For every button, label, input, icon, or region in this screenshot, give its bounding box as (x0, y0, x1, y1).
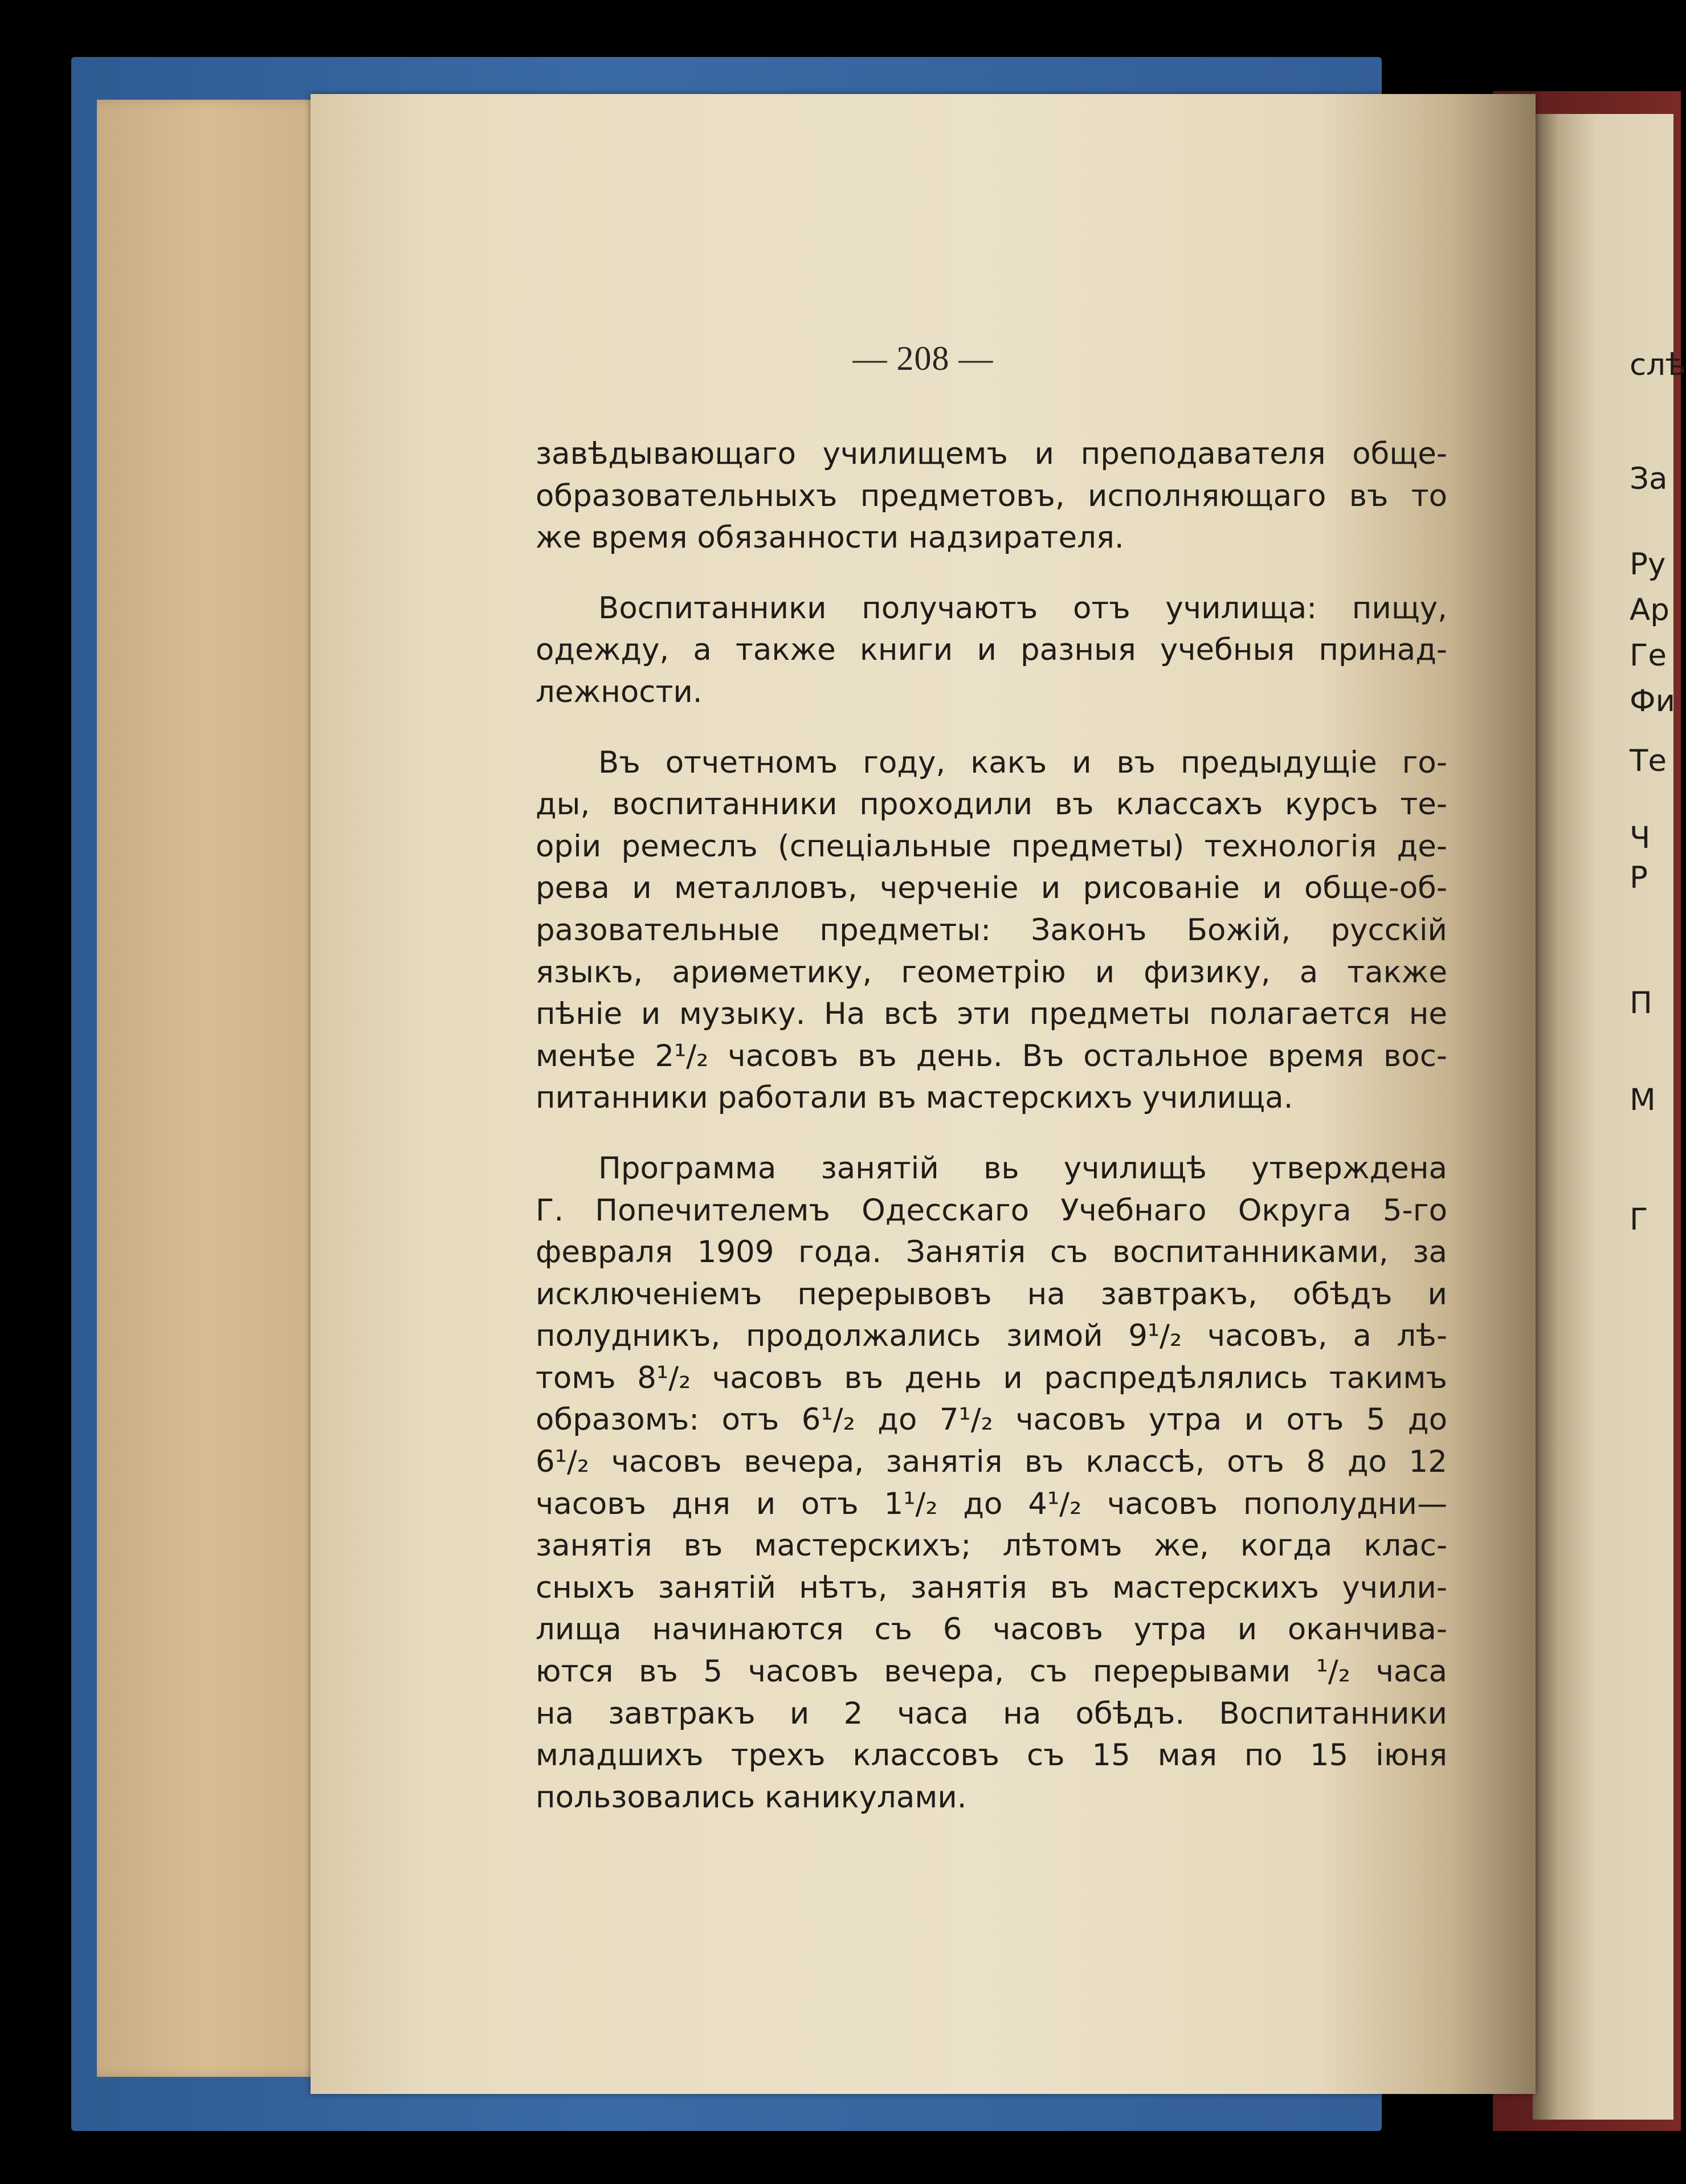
text-line: ды, воспитанники проходили въ классахъ курсъ те- (536, 787, 1447, 822)
text-line: рева и металловъ, черченіе и рисованіе и обще-об- (536, 871, 1447, 906)
text-line: одежду, а также книги и разныя учебныя принад- (536, 632, 1447, 668)
facing-page-fragment: За (1630, 462, 1668, 496)
facing-page-fragment: слѣ (1630, 348, 1686, 382)
text-line: февраля 1909 года. Занятія съ воспитанниками, за (536, 1235, 1447, 1270)
text-line: образовательныхъ предметовъ, исполняющаго въ то (536, 478, 1447, 513)
facing-page-fragment: М (1630, 1083, 1656, 1117)
page-edges (97, 100, 336, 2077)
text-line: питанники работали въ мастерскихъ училища. (536, 1080, 1293, 1116)
text-line: пѣніе и музыку. На всѣ эти предметы полагается не (536, 997, 1447, 1032)
text-line: Программа занятій вь училищѣ утверждена (598, 1150, 1447, 1186)
facing-page-fragment: Ге (1630, 638, 1667, 673)
text-line: лища начинаются съ 6 часовъ утра и оканчива- (536, 1612, 1447, 1647)
text-line: Въ отчетномъ году, какъ и въ предыдущіе го- (598, 745, 1447, 780)
page-body-text (536, 433, 1447, 1847)
facing-page-fragment: Те (1630, 744, 1667, 778)
text-line: часовъ дня и отъ 1¹/₂ до 4¹/₂ часовъ пополудни— (536, 1486, 1447, 1521)
text-line: разовательные предметы: Законъ Божій, русскій (536, 912, 1447, 948)
text-line: младшихъ трехъ классовъ съ 15 мая по 15 іюня (536, 1738, 1447, 1773)
text-line: оріи ремеслъ (спеціальные предметы) технологія де- (536, 828, 1447, 864)
facing-page-fragment: Фи (1630, 684, 1676, 719)
text-line: завѣдывающаго училищемъ и преподавателя обще- (536, 436, 1447, 471)
text-line: лежности. (536, 674, 703, 709)
text-line: исключеніемъ перерывовъ на завтракъ, обѣдъ и (536, 1276, 1447, 1312)
page-number: — 208 — (852, 340, 994, 377)
text-line: Г. Попечителемъ Одесскаго Учебнаго Округа 5-го (536, 1193, 1447, 1228)
paragraph (536, 742, 1447, 1119)
book-page (311, 94, 1536, 2094)
facing-page-fragment: П (1630, 986, 1652, 1020)
text-line: же время обязанности надзирателя. (536, 520, 1124, 556)
text-line: образомъ: отъ 6¹/₂ до 7¹/₂ часовъ утра и отъ 5 до (536, 1402, 1447, 1438)
text-line: на завтракъ и 2 часа на обѣдъ. Воспитанники (536, 1696, 1447, 1731)
text-line: пользовались каникулами. (536, 1779, 967, 1815)
paragraph (536, 1148, 1447, 1819)
text-line: сныхъ занятій нѣтъ, занятія въ мастерскихъ учили- (536, 1570, 1447, 1605)
paragraph (536, 587, 1447, 713)
facing-page-fragment: Ч (1630, 820, 1651, 855)
facing-page-fragment: Ру (1630, 547, 1666, 582)
text-line: ются въ 5 часовъ вечера, съ перерывами ¹/₂ часа (536, 1654, 1447, 1689)
facing-page-fragment: Р (1630, 860, 1648, 895)
text-line: языкъ, ариѳметику, геометрію и физику, а также (536, 954, 1447, 990)
text-line: Воспитанники получаютъ отъ училища: пищу, (598, 590, 1447, 626)
facing-page-fragment: Ар (1630, 593, 1669, 627)
paragraph (536, 433, 1447, 559)
text-line: томъ 8¹/₂ часовъ въ день и распредѣлялись такимъ (536, 1360, 1447, 1395)
text-line: менѣе 2¹/₂ часовъ въ день. Въ остальное время вос- (536, 1038, 1447, 1073)
text-line: 6¹/₂ часовъ вечера, занятія въ классѣ, отъ 8 до 12 (536, 1444, 1447, 1480)
text-line: полудникъ, продолжались зимой 9¹/₂ часовъ, а лѣ- (536, 1318, 1447, 1354)
facing-page-fragment: Г (1630, 1202, 1648, 1237)
text-line: занятія въ мастерскихъ; лѣтомъ же, когда клас- (536, 1528, 1447, 1564)
